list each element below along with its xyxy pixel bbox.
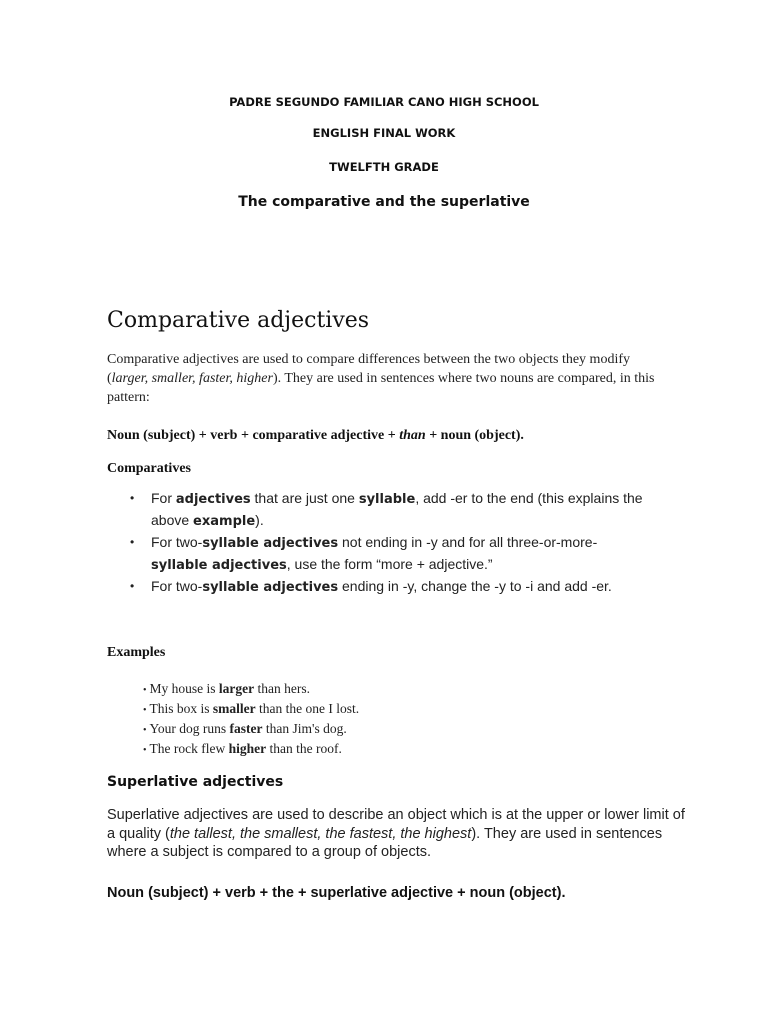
formula-text: + noun (object). (425, 428, 524, 443)
list-item (130, 488, 650, 532)
example-bold: faster (229, 721, 263, 736)
comparatives-heading: Comparatives (107, 461, 191, 476)
example-text: than hers. (254, 681, 310, 696)
list-item (143, 720, 359, 740)
intro-examples: larger, smaller, faster, higher (111, 371, 273, 386)
list-item (143, 680, 359, 700)
rule-text: For (151, 490, 176, 506)
example-text: than the roof. (266, 741, 342, 756)
superlative-heading: Superlative adjectives (107, 774, 284, 790)
rule-text: ). (255, 512, 264, 528)
rule-text: , use the form “more + adjective.” (286, 556, 493, 572)
intro-text: Comparative adjectives are used to compare differences between the two objects they modify ( (107, 352, 630, 386)
formula-text: Noun (subject) + verb + comparative adjective + (107, 428, 400, 443)
intro-text: ). They are used in sentences where a subject is compared to a group of objects. (107, 825, 663, 860)
comparative-intro (107, 350, 667, 407)
work-title: ENGLISH FINAL WORK (312, 126, 456, 140)
list-item (143, 700, 359, 720)
examples-heading: Examples (107, 645, 166, 660)
examples-list (143, 680, 359, 760)
bullet-icon: • (143, 705, 147, 716)
intro-text: ). They are used in sentences where two nouns are compared, in this pattern: (107, 371, 655, 405)
rule-bold: syllable adjectives (151, 558, 287, 573)
rule-bold: syllable adjectives (202, 580, 339, 595)
example-bold: larger (218, 681, 255, 696)
bullet-icon: • (130, 579, 135, 593)
rule-text: not ending in -y and for all three-or-more- (338, 534, 598, 550)
rule-text: that are just one (250, 490, 359, 506)
list-item (130, 576, 650, 598)
comparative-rules-list (130, 488, 650, 598)
rule-bold: example (193, 514, 256, 529)
bullet-icon: • (143, 725, 147, 736)
rule-text: , add -er to the end (this explains the above (151, 490, 643, 528)
example-text: than the one I lost. (255, 701, 360, 716)
intro-text: Superlative adjectives are used to describe an object which is at the upper or lower limit of a quality ( (107, 807, 685, 842)
example-text: The rock flew (149, 741, 229, 756)
example-bold: higher (228, 741, 267, 756)
grade-label: TWELFTH GRADE (329, 160, 439, 174)
list-item (130, 532, 650, 576)
superlative-intro (107, 806, 687, 862)
bullet-icon: • (130, 535, 135, 549)
rule-text: ending in -y, change the -y to -i and add -er. (338, 578, 612, 594)
example-text: My house is (149, 681, 219, 696)
example-bold: smaller (212, 701, 256, 716)
bullet-icon: • (143, 745, 147, 756)
list-item (143, 740, 359, 760)
formula-than: than (399, 428, 426, 443)
bullet-icon: • (130, 491, 135, 505)
rule-text: For two- (151, 534, 203, 550)
example-text: Your dog runs (149, 721, 230, 736)
superlative-formula: Noun (subject) + verb + the + superlative adjective + noun (object). (107, 885, 566, 901)
comparative-formula (107, 428, 524, 444)
rule-bold: syllable adjectives (202, 536, 339, 551)
comparative-heading: Comparative adjectives (107, 308, 370, 333)
intro-examples: the tallest, the smallest, the fastest, the highest (169, 825, 472, 842)
rule-bold: adjectives (175, 492, 251, 507)
example-text: than Jim's dog. (262, 721, 347, 736)
rule-text: For two- (151, 578, 203, 594)
document-subtitle: The comparative and the superlative (238, 194, 530, 210)
example-text: This box is (149, 701, 213, 716)
bullet-icon: • (143, 685, 147, 696)
school-name: PADRE SEGUNDO FAMILIAR CANO HIGH SCHOOL (229, 95, 539, 109)
rule-bold: syllable (358, 492, 416, 507)
